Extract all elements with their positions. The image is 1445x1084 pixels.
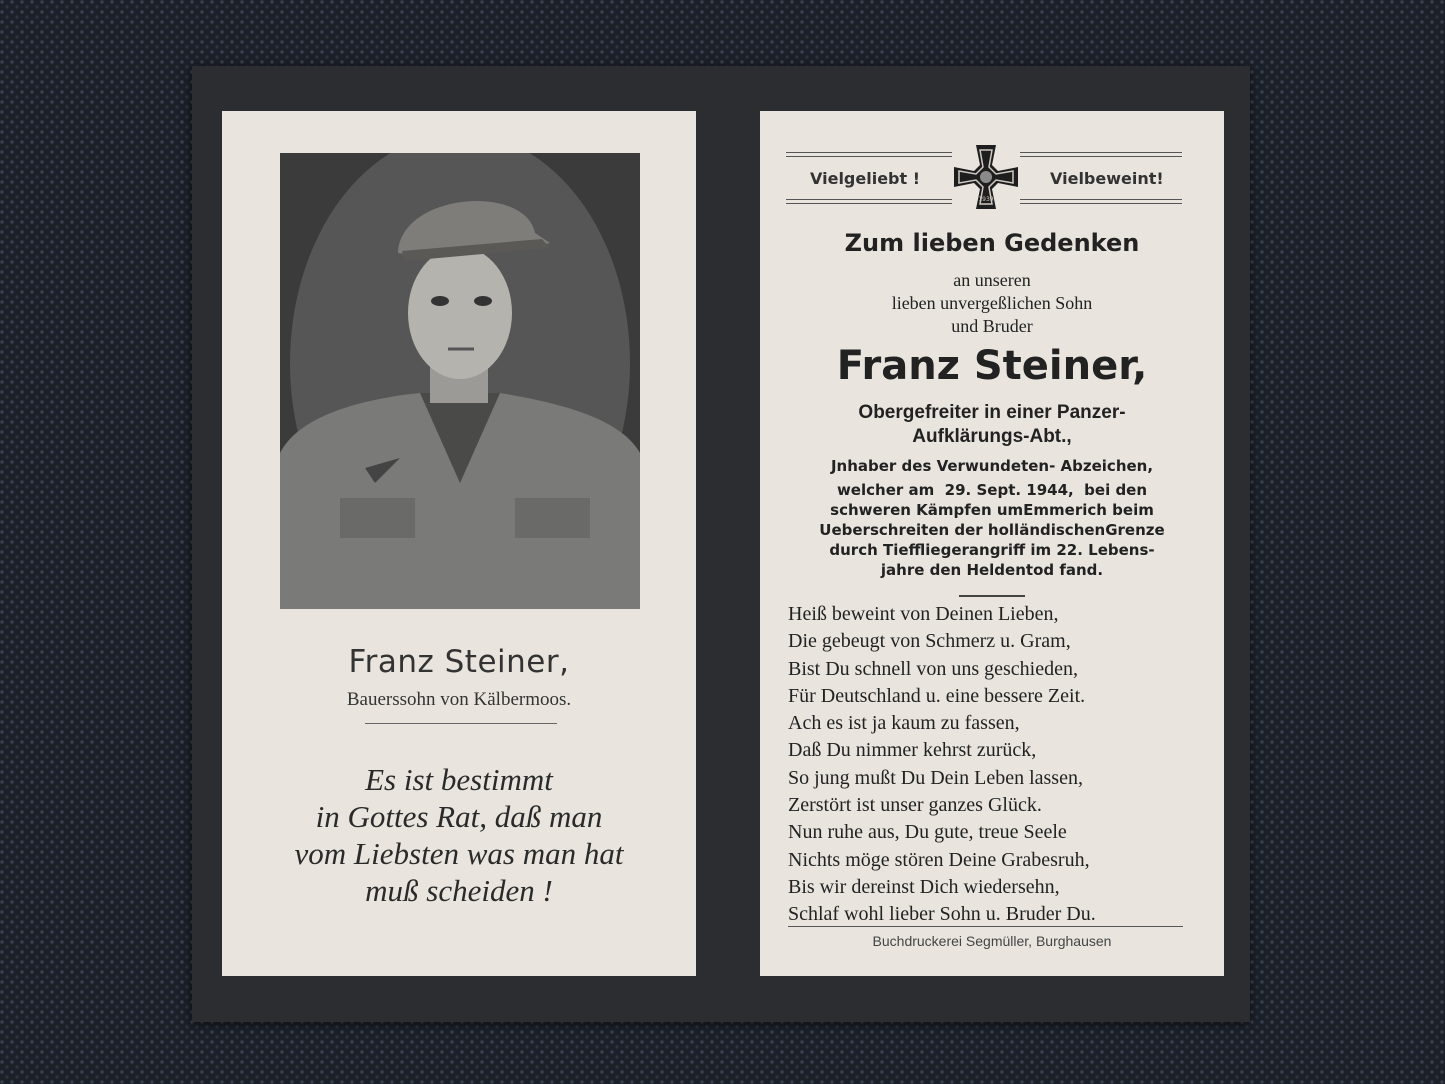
printer-credit: Buchdruckerei Segmüller, Burghausen xyxy=(872,933,1112,949)
intro-line: lieben unvergeßlichen Sohn xyxy=(891,293,1093,313)
verse-line: Es ist bestimmt xyxy=(365,762,553,797)
left-name: Franz Steiner, xyxy=(348,644,570,680)
left-divider xyxy=(365,723,557,724)
verse-line: in Gottes Rat, daß man xyxy=(315,799,603,834)
header-left-text: Vielgeliebt ! xyxy=(810,169,921,188)
memorial-card xyxy=(192,66,1250,1022)
details-line: Ueberschreiten der holländischenGrenze xyxy=(819,521,1165,539)
poem-line: Heiß beweint von Deinen Lieben, xyxy=(788,603,1059,625)
death-details xyxy=(760,456,1224,580)
middle-divider xyxy=(959,595,1025,597)
right-panel xyxy=(760,111,1224,976)
poem-line: Die gebeugt von Schmerz u. Gram, xyxy=(788,630,1071,653)
poem-line: Nichts möge stören Deine Grabesruh, xyxy=(788,848,1090,871)
poem-line: Bist Du schnell von uns geschieden, xyxy=(788,657,1078,680)
rank-line: Obergefreiter in einer Panzer- xyxy=(858,402,1126,423)
left-subtitle: Bauerssohn von Kälbermoos. xyxy=(346,689,572,710)
details-line: schweren Kämpfen umEmmerich beim xyxy=(830,501,1154,519)
intro-text xyxy=(760,269,1224,338)
left-verse xyxy=(222,761,696,909)
poem-line: Für Deutschland u. eine bessere Zeit. xyxy=(788,684,1086,707)
poem-line: Nun ruhe aus, Du gute, treue Seele xyxy=(788,821,1067,844)
poem-line: Zerstört ist unser ganzes Glück. xyxy=(788,794,1042,817)
deceased-name: Franz Steiner, xyxy=(836,343,1148,389)
verse-line: muß scheiden ! xyxy=(365,873,553,908)
header-right-text: Vielbeweint! xyxy=(1050,169,1164,188)
intro-line: und Bruder xyxy=(951,316,1033,336)
intro-line: an unseren xyxy=(953,270,1031,290)
poem-line: Ach es ist ja kaum zu fassen, xyxy=(788,712,1020,735)
iron-cross-icon xyxy=(952,143,1020,211)
poem-line: So jung mußt Du Dein Leben lassen, xyxy=(788,766,1083,789)
soldier-portrait-photo xyxy=(280,153,640,609)
left-panel xyxy=(222,111,696,976)
poem-line: Bis wir dereinst Dich wiedersehn, xyxy=(788,875,1060,898)
details-line: welcher am 29. Sept. 1944, bei den xyxy=(836,481,1148,499)
poem-line: Daß Du nimmer kehrst zurück, xyxy=(788,739,1037,762)
rank-text xyxy=(760,401,1224,449)
bottom-divider xyxy=(788,926,1183,927)
poem-line: Schlaf wohl lieber Sohn u. Bruder Du. xyxy=(788,903,1096,926)
details-line: jahre den Heldentod fand. xyxy=(880,561,1104,579)
gedenken-title: Zum lieben Gedenken xyxy=(844,229,1140,257)
cross-year: 1939 xyxy=(978,196,994,203)
memorial-poem xyxy=(788,601,1214,929)
verse-line: vom Liebsten was man hat xyxy=(294,836,624,871)
details-line: durch Tieffliegerangriff im 22. Lebens- xyxy=(829,541,1155,559)
rank-line: Aufklärungs-Abt., xyxy=(912,426,1072,447)
details-line: Jnhaber des Verwundeten- Abzeichen, xyxy=(830,457,1154,475)
